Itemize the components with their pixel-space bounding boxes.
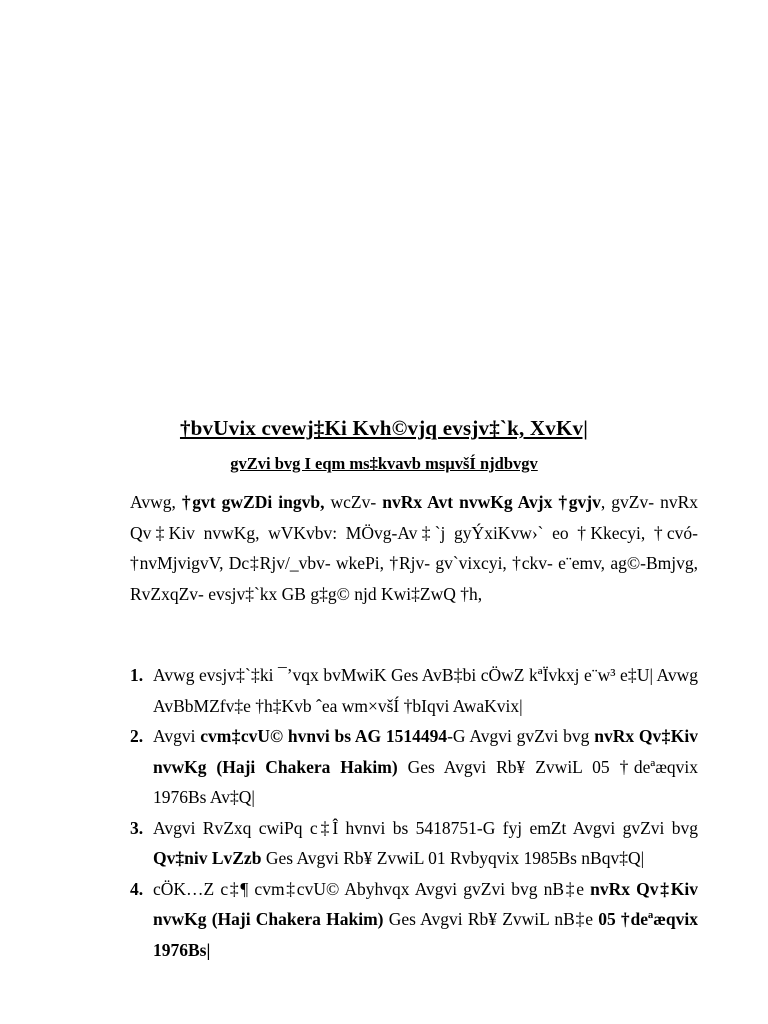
numbered-points <box>130 660 698 965</box>
bold-text-run: nvRx Avt nvwKg Avjx †gvjv <box>382 492 601 512</box>
point-item <box>130 813 698 874</box>
document-subtitle: gvZvi bvg I eqm ms‡kvavb msµvšÍ njdbvgv <box>230 454 538 473</box>
text-run: Avgvi RvZxq cwiPq c‡Î hvnvi bs 5418751-G fyj emZt Avgvi gvZvi bvg <box>153 817 698 838</box>
document-title: †bvUvix cvewj‡Ki Kvh©vjq evsjv‡`k, XvKv| <box>179 416 589 440</box>
text-run: Avwg, <box>130 492 182 512</box>
bold-text-run: 05 †deªæqvix 1976Bs| <box>153 909 698 960</box>
text-run: , gvZv- nvRx Qv‡Kiv nvwKg, wVKvbv: MÖvg-Av‡`j gyÝxiKvw›` eo †Kkecyi, †cvó- †nvMjvigvV, Dc‡Rjv/_vbv- wkePi, †Rjv- gv`vixcyi, †ckv- e¨emv, ag©-Bmjvg, RvZxqZv- evsjv‡`kx GB g‡g© njd Kwi‡ZwQ †h, <box>130 492 698 604</box>
point-number: 4. <box>130 878 144 899</box>
text-run: Avgvi <box>153 726 201 746</box>
point-item <box>130 660 698 721</box>
bold-text-run: †gvt gwZDi ingvb, <box>181 492 325 512</box>
bold-text-run: cvm‡cvU© hvnvi bs AG 1514494 <box>200 726 448 746</box>
text-run: wcZv- <box>324 492 383 512</box>
point-number: 1. <box>130 665 144 685</box>
bold-text-run: nvRx Qv‡Kiv nvwKg (Haji Chakera Hakim) <box>153 726 698 777</box>
point-item <box>130 721 698 813</box>
text-run: Ges Avgvi Rb¥ ZvwiL 01 Rvbyqvix 1985Bs nBqv‡Q| <box>261 848 645 868</box>
text-run: Ges Avgvi Rb¥ ZvwiL 05 †deªæqvix 1976Bs Av‡Q| <box>153 756 699 807</box>
text-run: cÖK…Z c‡¶ cvm‡cvU© Abyhvqx Avgvi gvZvi bvg nB‡e <box>153 878 591 899</box>
point-item <box>130 874 698 966</box>
point-text <box>153 726 698 807</box>
intro-paragraph <box>130 487 698 609</box>
text-run: Ges Avgvi Rb¥ ZvwiL nB‡e <box>383 909 599 929</box>
text-run: Avwg evsjv‡`‡ki ¯’vqx bvMwiK Ges AvB‡bi cÖwZ kªÏvkxj e¨w³ e‡U| Avwg AvBbMZfv‡e †h‡Kvb ˆea wm×všÍ †bIqvi AwaKvix| <box>153 665 698 716</box>
bold-text-run: nvRx Qv‡Kiv nvwKg (Haji Chakera Hakim) <box>153 878 698 929</box>
point-text <box>153 818 698 869</box>
point-text <box>153 879 698 960</box>
text-run: -G Avgvi gvZvi bvg <box>447 726 595 746</box>
point-number: 3. <box>130 817 144 838</box>
bold-text-run: Qv‡niv LvZzb <box>153 848 262 868</box>
point-text <box>153 665 698 716</box>
point-number: 2. <box>130 726 144 746</box>
